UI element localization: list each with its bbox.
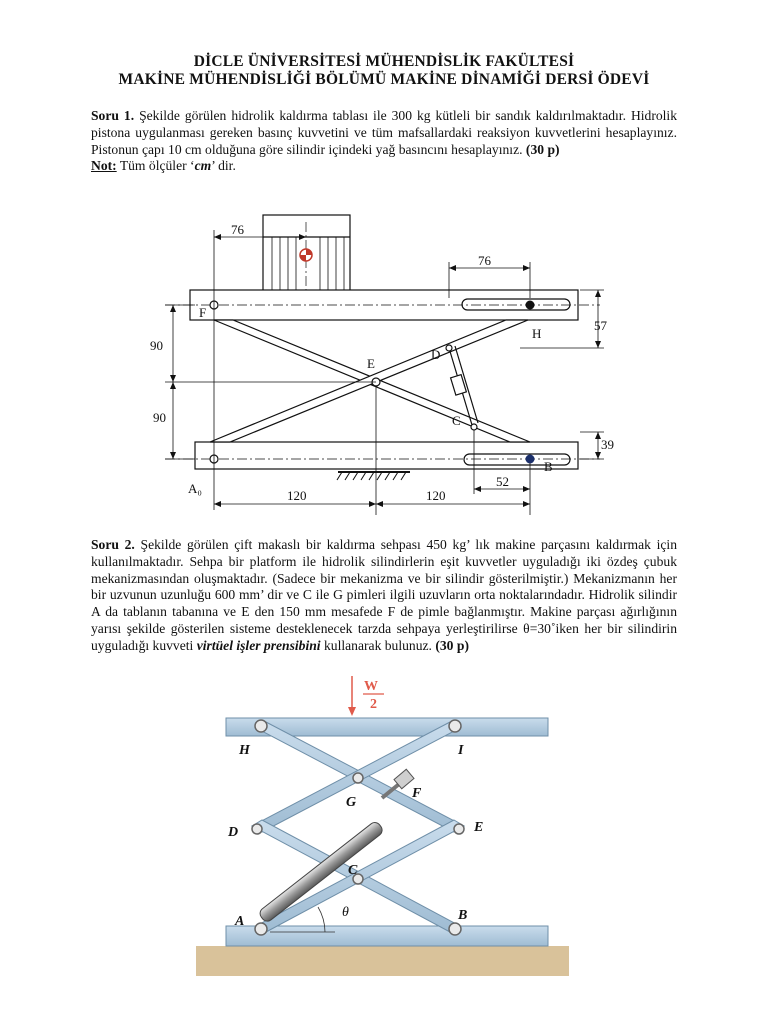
label-b: B xyxy=(544,459,553,474)
dim-90-upper: 90 xyxy=(150,338,163,353)
dim-57: 57 xyxy=(594,318,607,333)
label-f: F xyxy=(412,786,422,801)
q1-note-post: ’ dir. xyxy=(211,158,236,174)
label-h: H xyxy=(532,326,542,341)
label-b: B xyxy=(458,908,468,923)
load-2: 2 xyxy=(370,697,377,712)
label-theta: θ xyxy=(342,905,349,920)
q2-label: Soru 2. xyxy=(91,537,135,552)
question-1 xyxy=(91,108,677,175)
label-c: C xyxy=(452,413,461,428)
q2-text: Şekilde görülen çift makaslı bir kaldırma sehpası 450 kg’ lık makine parçasını kaldırmak için kullanılmaktadır. Sehpa bir platform ile hidrolik silindirlerin eşit kuvvetler uyguladığı iki özdeş çubuk mekanizmasından oluşmaktadır. (Sadece bir mekanizma ve bir silindir gösterilmiştir.) Mekanizmanın her bir uzvunun uzunluğu 600 mm’ dir ve C ile G pimleri ilgili uzuvların orta noktalarındadır. Hidrolik silindir A da tablanın tabanına ve E den 150 mm mesafede F de pimle bağlanmıştır. Makine parçası ağırlığının yarısı şekilde gösterilen sisteme desteklenecek tarzda sehpaya yerleştirilirse θ=30˚iken her bir silindirin uyguladığı kuvveti xyxy=(91,537,677,653)
q1-note-unit: cm xyxy=(194,158,212,174)
dim-90-lower: 90 xyxy=(153,410,166,425)
header-line-1: DİCLE ÜNİVERSİTESİ MÜHENDİSLİK FAKÜLTESİ xyxy=(193,53,575,70)
q2-points: (30 p) xyxy=(435,637,469,653)
label-d: D xyxy=(228,825,239,840)
header-line-2: MAKİNE MÜHENDİSLİĞİ BÖLÜMÜ MAKİNE DİNAMİĞİ DERSİ ÖDEVİ xyxy=(118,71,650,88)
ground xyxy=(196,946,569,976)
load-w: W xyxy=(364,679,378,694)
question-2 xyxy=(91,537,677,655)
label-c: C xyxy=(348,863,358,878)
dim-120-left: 120 xyxy=(287,488,307,503)
dim-52: 52 xyxy=(496,474,509,489)
q1-label: Soru 1. xyxy=(91,108,135,123)
dim-120-right: 120 xyxy=(426,488,446,503)
q1-note-label: Not: xyxy=(91,158,117,174)
figure-2-double-scissor-lift xyxy=(0,674,768,984)
label-e: E xyxy=(367,356,375,371)
label-e: E xyxy=(474,820,484,835)
dim-76-left: 76 xyxy=(231,222,244,237)
label-g: G xyxy=(346,795,357,810)
dim-76-right: 76 xyxy=(478,253,491,268)
label-d: D xyxy=(431,347,441,362)
q2-emph: virtüel işler prensibini xyxy=(196,637,321,653)
bottom-base xyxy=(226,926,548,946)
figure-1-scissor-lift-drawing xyxy=(0,210,768,520)
q1-points: (30 p) xyxy=(525,141,560,157)
dim-39: 39 xyxy=(601,437,614,452)
label-i: I xyxy=(458,743,464,758)
q1-text: Şekilde görülen hidrolik kaldırma tablası ile 300 kg kütleli bir sandık kaldırılmaktadır. Hidrolik pistona uygulanması gereken basınç kuvvetini ve tüm mafsallardaki reaksiyon kuvvetlerini hesaplayınız. Pistonun çapı 10 cm olduğuna göre silindir içindeki yağ basıncını hesaplayınız. xyxy=(91,108,678,157)
label-a0: A₀ xyxy=(188,481,202,496)
label-a: A xyxy=(235,914,245,929)
q2-tail: kullanarak bulunuz. xyxy=(320,637,432,653)
label-f: F xyxy=(199,305,207,320)
label-h: H xyxy=(239,743,250,758)
q1-note-pre: Tüm ölçüler ‘ xyxy=(116,158,195,174)
